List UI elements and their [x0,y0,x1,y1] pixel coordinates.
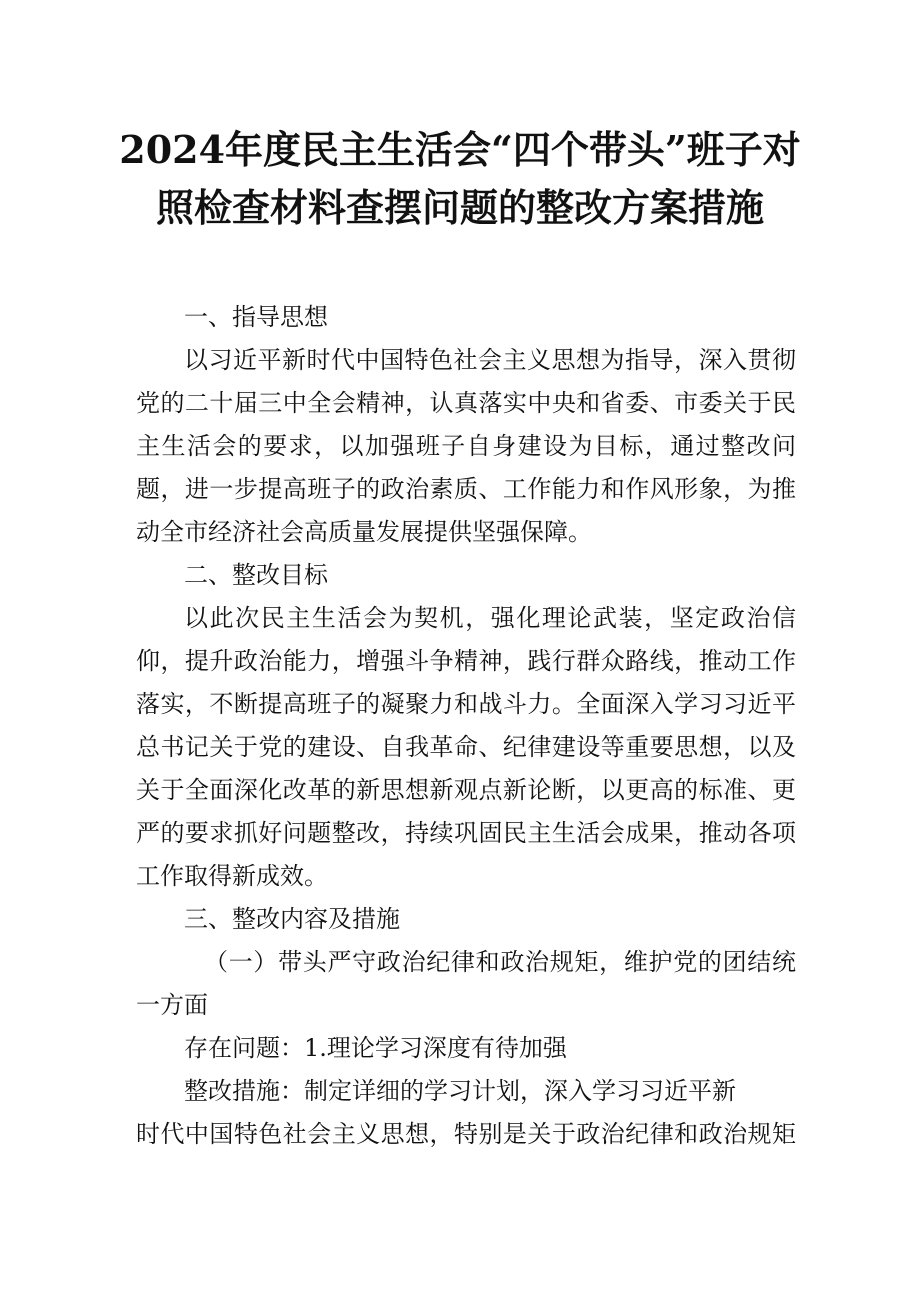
section-heading-goals: 二、整改目标 [184,561,328,589]
paragraph-measure-line-2: 时代中国特色社会主义思想，特别是关于政治纪律和政治规矩 [136,1120,796,1148]
document-body [136,296,796,1156]
paragraph-goals: 以此次民主生活会为契机，强化理论武装，坚定政治信仰，提升政治能力，增强斗争精神，践行群众路线，推动工作落实，不断提高班子的凝聚力和战斗力。全面深入学习习近平总书记关于党的建设、自我革命、纪律建设等重要思想，以及关于全面深化改革的新思想新观点新论断，以更高的标准、更严的要求抓好问题整改，持续巩固民主生活会成果，推动各项工作取得新成效。 [136,604,796,890]
subsection-heading-political-discipline: （一）带头严守政治纪律和政治规矩，维护党的团结统一方面 [136,948,796,1019]
document-title-line-1: 2024年度民主生活会“四个带头”班子对 [119,127,801,172]
document-title-line-2: 照检查材料查摆问题的整改方案措施 [155,185,764,230]
paragraph-measure-line-1: 整改措施：制定详细的学习计划，深入学习习近平新 [184,1077,736,1105]
section-heading-guiding-thought: 一、指导思想 [184,303,328,331]
section-heading-measures: 三、整改内容及措施 [184,905,400,933]
paragraph-guiding-thought: 以习近平新时代中国特色社会主义思想为指导，深入贯彻党的二十届三中全会精神，认真落实中央和省委、市委关于民主生活会的要求，以加强班子自身建设为目标，通过整改问题，进一步提高班子的政治素质、工作能力和作风形象，为推动全市经济社会高质量发展提供坚强保障。 [136,346,796,546]
paragraph-existing-problem: 存在问题：1.理论学习深度有待加强 [184,1034,567,1062]
